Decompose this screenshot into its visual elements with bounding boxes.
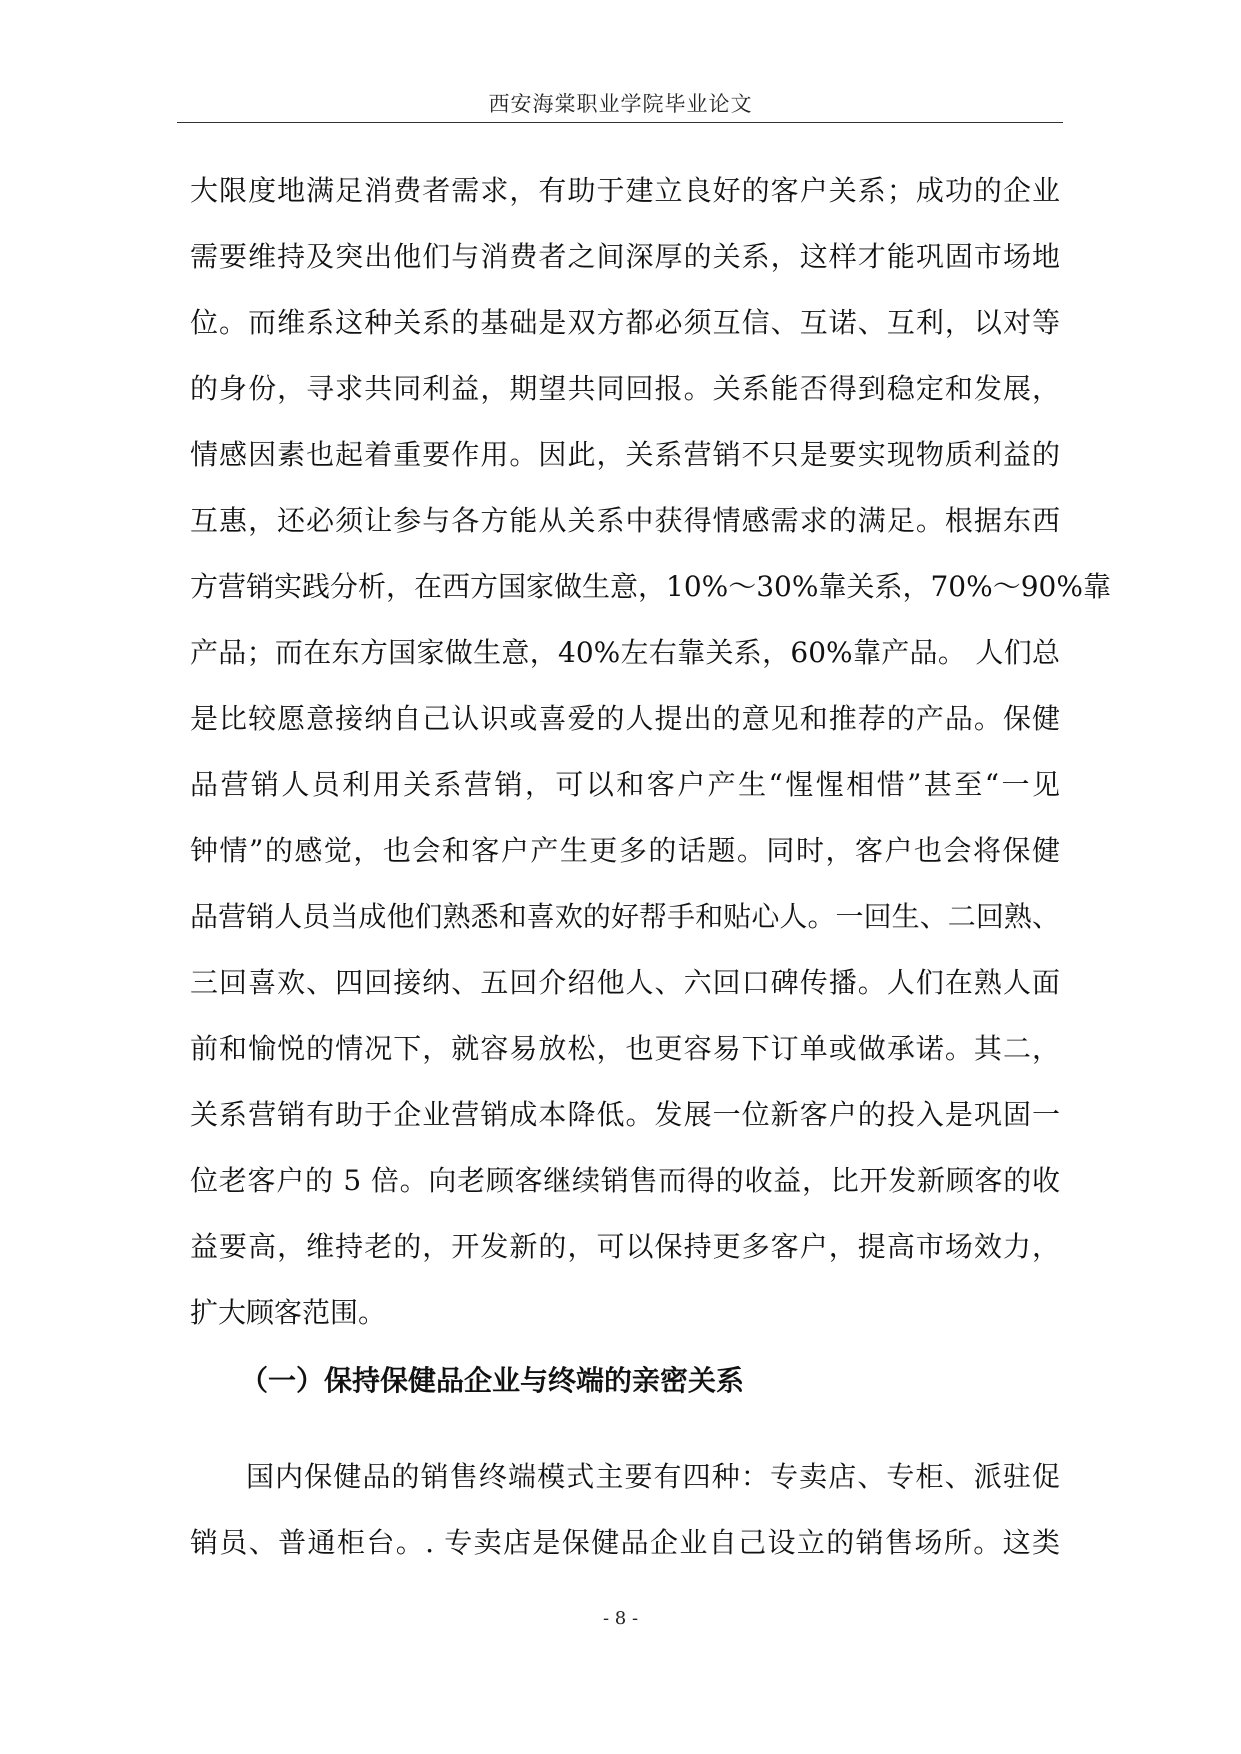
section-heading: （一）保持保健品企业与终端的亲密关系: [240, 1364, 745, 1397]
paragraph-line: 互惠，还必须让参与各方能从关系中获得情感需求的满足。根据东西: [190, 504, 1060, 537]
header-divider: [177, 122, 1063, 123]
paragraph-line: 品营销人员利用关系营销，可以和客户产生“惺惺相惜”甚至“一见: [190, 768, 1060, 801]
paragraph-line: 大限度地满足消费者需求，有助于建立良好的客户关系；成功的企业: [190, 174, 1060, 207]
paragraph-line: 品营销人员当成他们熟悉和喜欢的好帮手和贴心人。一回生、二回熟、: [190, 900, 1060, 933]
paragraph-line: 情感因素也起着重要作用。因此，关系营销不只是要实现物质利益的: [190, 438, 1060, 471]
paragraph-1: [190, 158, 1111, 1346]
page-number: - 8 -: [602, 1608, 639, 1629]
paragraph-line: 国内保健品的销售终端模式主要有四种：专卖店、专柜、派驻促: [246, 1460, 1060, 1493]
paragraph-2: [190, 1444, 1060, 1576]
paragraph-line: 关系营销有助于企业营销成本降低。发展一位新客户的投入是巩固一: [190, 1098, 1060, 1131]
paragraph-line: 的身份，寻求共同利益，期望共同回报。关系能否得到稳定和发展，: [190, 372, 1060, 405]
paragraph-line: 扩大顾客范围。: [190, 1296, 387, 1329]
paragraph-line: 位。而维系这种关系的基础是双方都必须互信、互诺、互利，以对等: [190, 306, 1060, 339]
paragraph-line: 益要高，维持老的，开发新的，可以保持更多客户，提高市场效力，: [190, 1230, 1060, 1263]
page-header-title: 西安海棠职业学院毕业论文: [488, 92, 753, 116]
paragraph-line: 方营销实践分析，在西方国家做生意，10%～30%靠关系，70%～90%靠: [190, 570, 1111, 603]
paragraph-line: 位老客户的 5 倍。向老顾客继续销售而得的收益，比开发新顾客的收: [190, 1164, 1060, 1197]
paragraph-line: 前和愉悦的情况下，就容易放松，也更容易下订单或做承诺。其二，: [190, 1032, 1060, 1065]
paragraph-line: 需要维持及突出他们与消费者之间深厚的关系，这样才能巩固市场地: [190, 240, 1060, 273]
paragraph-line: 是比较愿意接纳自己认识或喜爱的人提出的意见和推荐的产品。保健: [190, 702, 1060, 735]
paragraph-line: 产品；而在东方国家做生意，40%左右靠关系，60%靠产品。 人们总: [190, 636, 1060, 669]
paragraph-line: 销员、普通柜台。. 专卖店是保健品企业自己设立的销售场所。这类: [190, 1526, 1060, 1559]
paragraph-line: 三回喜欢、四回接纳、五回介绍他人、六回口碑传播。人们在熟人面: [190, 966, 1060, 999]
paragraph-line: 钟情”的感觉，也会和客户产生更多的话题。同时，客户也会将保健: [190, 834, 1060, 867]
